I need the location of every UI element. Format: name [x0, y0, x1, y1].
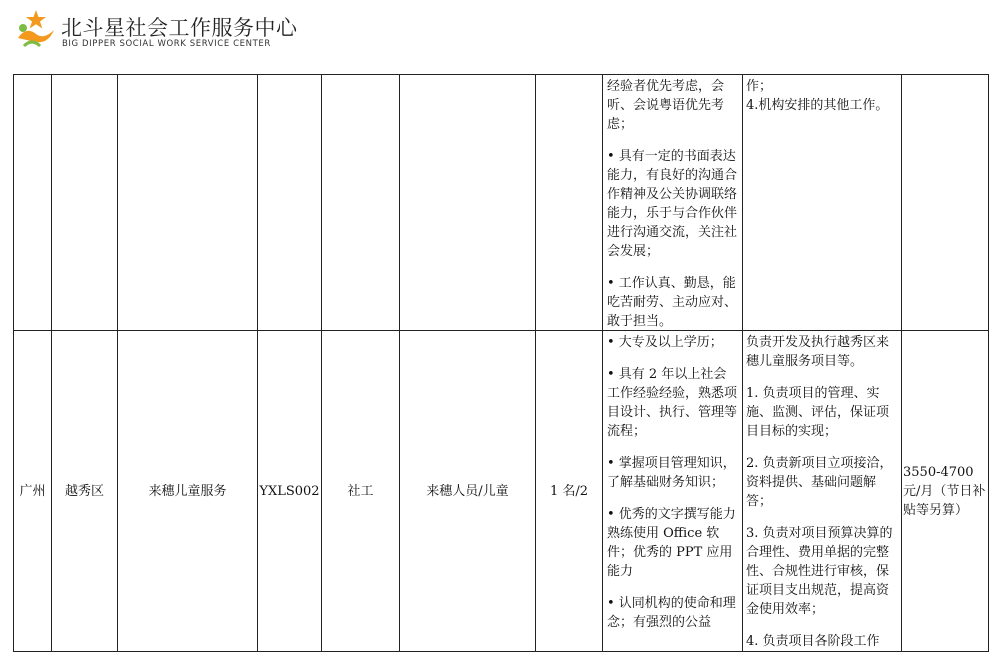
job-table: [13, 74, 989, 652]
duty-item: 负责开发及执行越秀区来穗儿童服务项目等。: [746, 335, 890, 369]
table-row: [14, 331, 989, 652]
district-cell: [52, 75, 118, 331]
position-cell: 社工: [322, 331, 400, 652]
duty-item: 作；: [746, 79, 773, 94]
requirement-item: • 认同机构的使命和理念；有强烈的公益: [607, 596, 736, 630]
headcount-cell: [536, 75, 603, 331]
headcount-cell: 1 名/2: [536, 331, 603, 652]
code-cell: YXLS002: [258, 331, 322, 652]
duty-item: 4.机构安排的其他工作。: [746, 98, 889, 113]
duty-item: 1. 负责项目的管理、实施、监测、评估，保证项目目标的实现；: [746, 386, 890, 439]
requirement-item: • 大专及以上学历；: [607, 335, 723, 350]
requirement-item: • 工作认真、勤恳，能吃苦耐劳、主动应对、敢于担当。: [607, 276, 738, 329]
code-cell: [258, 75, 322, 331]
requirement-item: • 掌握项目管理知识，了解基础财务知识；: [607, 456, 736, 490]
requirement-item: • 具有一定的书面表达能力，有良好的沟通合作精神及公关协调联络能力，乐于与合作伙伴进行沟通交流，关注社会发展；: [607, 149, 738, 259]
project-cell: 来穗儿童服务: [118, 331, 258, 652]
duties-cell: [743, 75, 902, 331]
table-row: [14, 75, 989, 331]
page-header: [14, 8, 334, 52]
project-cell: [118, 75, 258, 331]
district-cell: 越秀区: [52, 331, 118, 652]
duty-item: 2. 负责新项目立项接洽，资料提供、基础问题解答；: [746, 456, 893, 509]
position-cell: [322, 75, 400, 331]
requirement-item: • 具有 2 年以上社会工作经验经验，熟悉项目设计、执行、管理等流程；: [607, 367, 738, 439]
city-cell: [14, 75, 52, 331]
requirement-item: 经验者优先考虑，会听、会说粤语优先考虑；: [607, 79, 725, 132]
salary-cell: 3550-4700 元/月（节日补贴等另算）: [902, 331, 989, 652]
org-name-cn: 北斗星社会工作服务中心: [61, 16, 298, 40]
requirements-cell: [603, 75, 743, 331]
duty-item: 4. 负责项目各阶段工作: [746, 634, 880, 649]
target-cell: 来穗人员/儿童: [400, 331, 536, 652]
requirement-item: • 优秀的文字撰写能力 熟练使用 Office 软件；优秀的 PPT 应用能力: [607, 507, 736, 579]
org-name-en: BIG DIPPER SOCIAL WORK SERVICE CENTER: [62, 39, 271, 49]
big-dipper-logo-icon: [14, 8, 58, 52]
salary-cell: [902, 75, 989, 331]
target-cell: [400, 75, 536, 331]
city-cell: 广州: [14, 331, 52, 652]
duty-item: 3. 负责对项目预算决算的合理性、费用单据的完整性、合规性进行审核，保证项目支出规范，提高资金使用效率；: [746, 526, 893, 617]
duties-cell: [743, 331, 902, 652]
requirements-cell: [603, 331, 743, 652]
